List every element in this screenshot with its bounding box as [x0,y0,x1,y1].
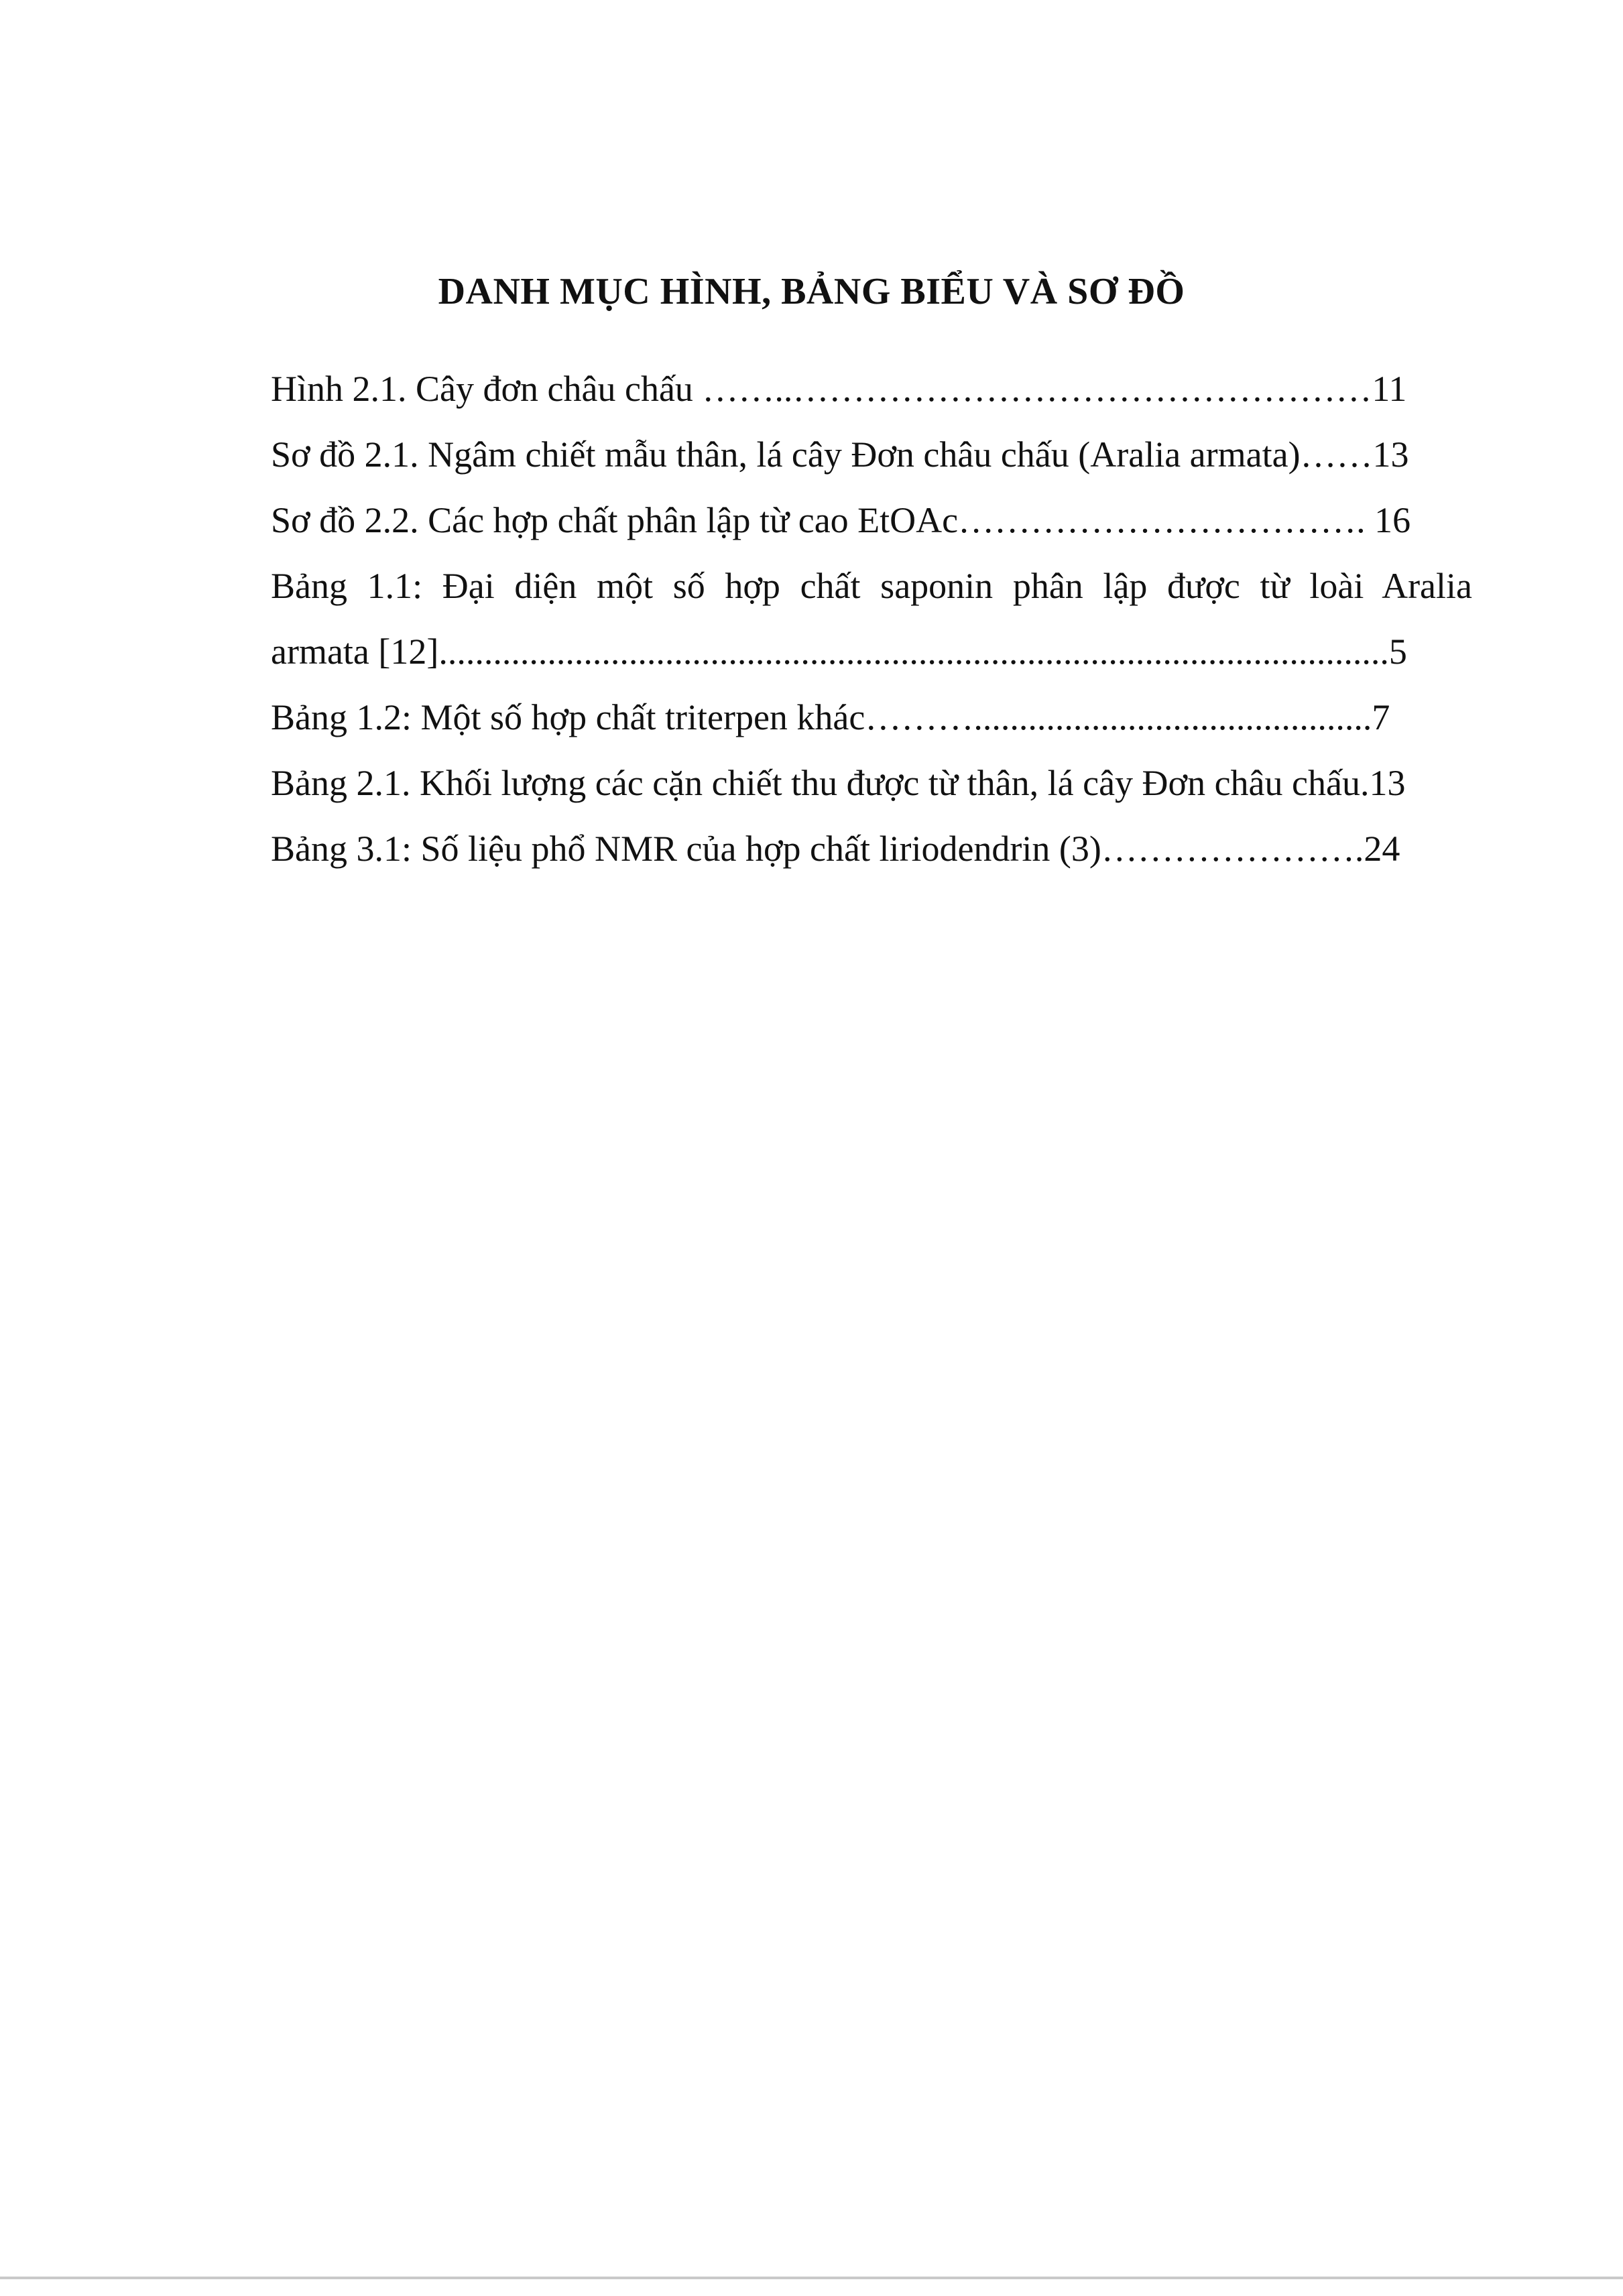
toc-entry-bang-2-1: Bảng 2.1. Khối lượng các cặn chiết thu được từ thân, lá cây Đơn châu chấu.13 [271,763,1406,803]
toc-entry-so-do-2-2: Sơ đồ 2.2. Các hợp chất phân lập từ cao EtOAc……………………………. 16 [271,500,1411,540]
toc-entry-bang-3-1: Bảng 3.1: Số liệu phổ NMR của hợp chất liriodendrin (3)………………….24 [271,829,1400,869]
page-bottom-edge [0,2277,1623,2279]
toc-entry-so-do-2-1: Sơ đồ 2.1. Ngâm chiết mẫu thân, lá cây Đơn châu chấu (Aralia armata)……13 [271,434,1409,475]
toc-entry-hinh-2-1: Hình 2.1. Cây đơn châu chấu ……..…………………………………………11 [271,369,1407,409]
page-title: DANH MỤC HÌNH, BẢNG BIỂU VÀ SƠ ĐỒ [438,271,1185,312]
toc-entry-bang-1-1: Bảng 1.1: Đại diện một số hợp chất saponin phân lập được từ loài Aralia [271,566,1472,606]
toc-entry-bang-1-2: Bảng 1.2: Một số hợp chất triterpen khác………............................................7 [271,697,1390,737]
toc-entry-bang-1-1-continued: armata [12].........................................................................................................5 [271,631,1407,672]
